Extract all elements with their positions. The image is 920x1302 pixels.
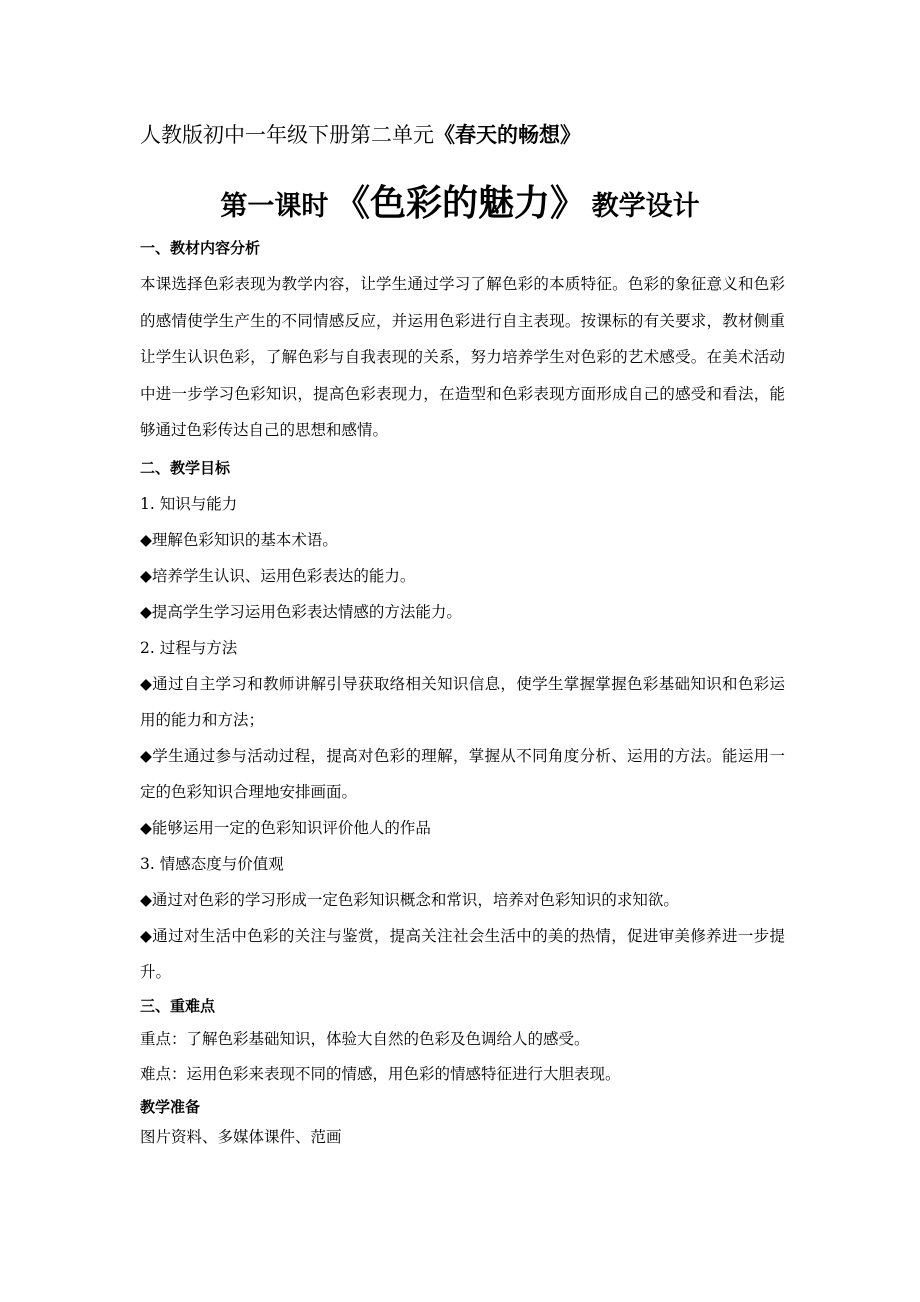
subheading: 2. 过程与方法	[140, 638, 238, 657]
lesson-prefix: 第一课时	[220, 191, 329, 222]
key-point: 重点：了解色彩基础知识，体验大自然的色彩及色调给人的感受。	[140, 1029, 590, 1048]
list-item: ◆通过对色彩的学习形成一定色彩知识概念和常识，培养对色彩知识的求知欲。	[140, 890, 679, 909]
section-heading: 二、教学目标	[140, 458, 231, 477]
section-heading: 三、重难点	[140, 996, 216, 1015]
subheading: 3. 情感态度与价值观	[140, 854, 284, 873]
list-item: ◆通过自主学习和教师讲解引导获取络相关知识信息，使学生掌握掌握色彩基础知识和色彩运用的能力和方法；	[140, 674, 785, 729]
list-item: ◆能够运用一定的色彩知识评价他人的作品	[140, 818, 431, 837]
preparation-content: 图片资料、多媒体课件、范画	[140, 1127, 342, 1146]
unit-prefix: 人教版初中一年级下册第二单元	[140, 123, 434, 147]
list-item: ◆通过对生活中色彩的关注与鉴赏，提高关注社会生活中的美的热情，促进审美修养进一步提升。	[140, 926, 785, 981]
list-item: ◆学生通过参与活动过程，提高对色彩的理解，掌握从不同角度分析、运用的方法。能运用一定的色彩知识合理地安排画面。	[140, 746, 785, 801]
list-item: ◆培养学生认识、运用色彩表达的能力。	[140, 566, 416, 585]
lesson-name: 《色彩的魅力》	[333, 183, 586, 224]
section-heading: 教学准备	[140, 1097, 201, 1116]
list-item: ◆提高学生学习运用色彩表达情感的方法能力。	[140, 602, 462, 621]
unit-title: 《春天的畅想》	[434, 122, 581, 147]
unit-line	[140, 120, 581, 150]
list-item: ◆理解色彩知识的基本术语。	[140, 530, 338, 549]
lesson-title	[0, 176, 920, 238]
document-body	[140, 230, 785, 1152]
subheading: 1. 知识与能力	[140, 494, 238, 513]
section-heading: 一、教材内容分析	[140, 239, 261, 257]
lesson-suffix: 教学设计	[591, 191, 700, 222]
section-paragraph: 本课选择色彩表现为教学内容，让学生通过学习了解色彩的本质特征。色彩的象征意义和色彩的感情使学生产生的不同情感反应，并运用色彩进行自主表现。按课标的有关要求，教材侧重让学生认识色彩，了解色彩与自我表现的关系，努力培养学生对色彩的艺术感受。在美术活动中进一步学习色彩知识，提高色彩表现力，在造型和色彩表现方面形成自己的感受和看法，能够通过色彩传达自己的思想和感情。	[140, 275, 785, 439]
difficult-point: 难点：运用色彩来表现不同的情感，用色彩的情感特征进行大胆表现。	[140, 1064, 621, 1083]
